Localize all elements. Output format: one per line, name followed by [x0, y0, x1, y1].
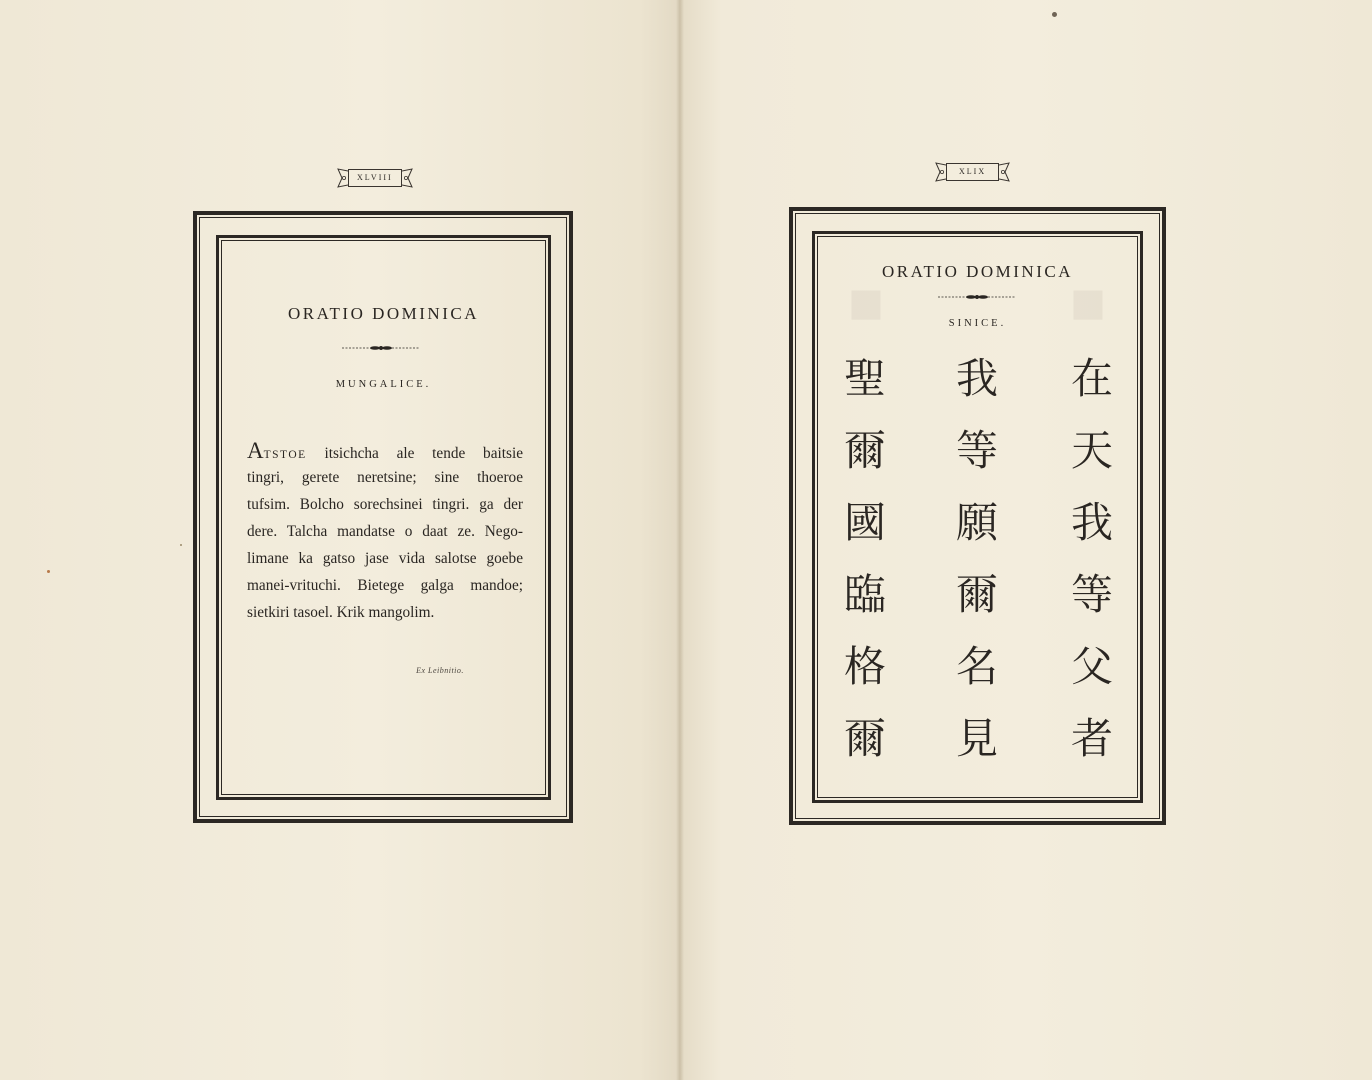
text-line: manei-vrituchi. Bietege galga mandoe; — [247, 577, 523, 594]
page-number-cartouche — [934, 161, 1011, 183]
han-column-2 — [947, 343, 1007, 775]
han-character: 父 — [1070, 642, 1113, 691]
prayer-text — [247, 437, 523, 626]
han-character: 等 — [955, 426, 998, 475]
han-character: 見 — [955, 714, 998, 763]
page-number: XLVIII — [348, 169, 402, 187]
text-line-fragment: itsichcha ale tende baitsie — [306, 445, 523, 462]
han-character: 天 — [1070, 426, 1113, 475]
paper-speck — [180, 544, 182, 546]
source-attribution: Ex Leibnitio. — [416, 666, 464, 675]
page-title: ORATIO DOMINICA — [288, 304, 479, 323]
show-through-mark: ■ — [1070, 280, 1106, 324]
book-gutter — [676, 0, 684, 1080]
text-line: limane ka gatso jase vida salotse goebe — [247, 550, 523, 567]
paper-speck — [1052, 12, 1057, 17]
han-character: 我 — [1070, 498, 1113, 547]
han-character: 等 — [1070, 570, 1113, 619]
cartouche-left-end — [336, 168, 348, 188]
han-character: 在 — [1070, 354, 1113, 403]
han-character: 聖 — [843, 354, 886, 403]
han-character: 願 — [955, 498, 998, 547]
cartouche-right-end — [402, 168, 414, 188]
title-ornament — [340, 342, 422, 354]
show-through-mark: ■ — [848, 280, 884, 324]
cartouche-left-end — [934, 162, 946, 182]
drop-cap: A — [247, 438, 264, 463]
han-character: 我 — [955, 354, 998, 403]
right-page — [680, 0, 1372, 1080]
page-title: ORATIO DOMINICA — [882, 262, 1073, 281]
page-subtitle: SINICE. — [948, 318, 1007, 329]
text-line — [247, 437, 523, 464]
han-character: 爾 — [843, 426, 886, 475]
title-ornament — [936, 291, 1018, 303]
cartouche-right-end — [999, 162, 1011, 182]
page-subtitle: MUNGALICE. — [335, 379, 432, 390]
han-column-3 — [835, 343, 895, 775]
han-character: 格 — [843, 642, 886, 691]
page-number: XLIX — [946, 163, 999, 181]
text-line: dere. Talcha mandatse o daat ze. Nego- — [247, 523, 523, 540]
page-number-cartouche — [336, 167, 414, 189]
han-character: 者 — [1070, 714, 1113, 763]
han-character: 爾 — [843, 714, 886, 763]
han-character: 名 — [955, 642, 998, 691]
text-line: sietkiri tasoel. Krik mangolim. — [247, 604, 435, 621]
text-line: tingri, gerete neretsine; sine thoeroe — [247, 469, 523, 486]
han-character: 爾 — [955, 570, 998, 619]
han-column-1 — [1062, 343, 1122, 775]
paper-speck — [47, 570, 50, 573]
left-page — [0, 0, 680, 1080]
han-character: 國 — [843, 498, 886, 547]
text-line: tufsim. Bolcho sorechsinei tingri. ga der — [247, 496, 523, 513]
han-character: 臨 — [843, 570, 886, 619]
small-caps: TSTOE — [263, 449, 307, 461]
